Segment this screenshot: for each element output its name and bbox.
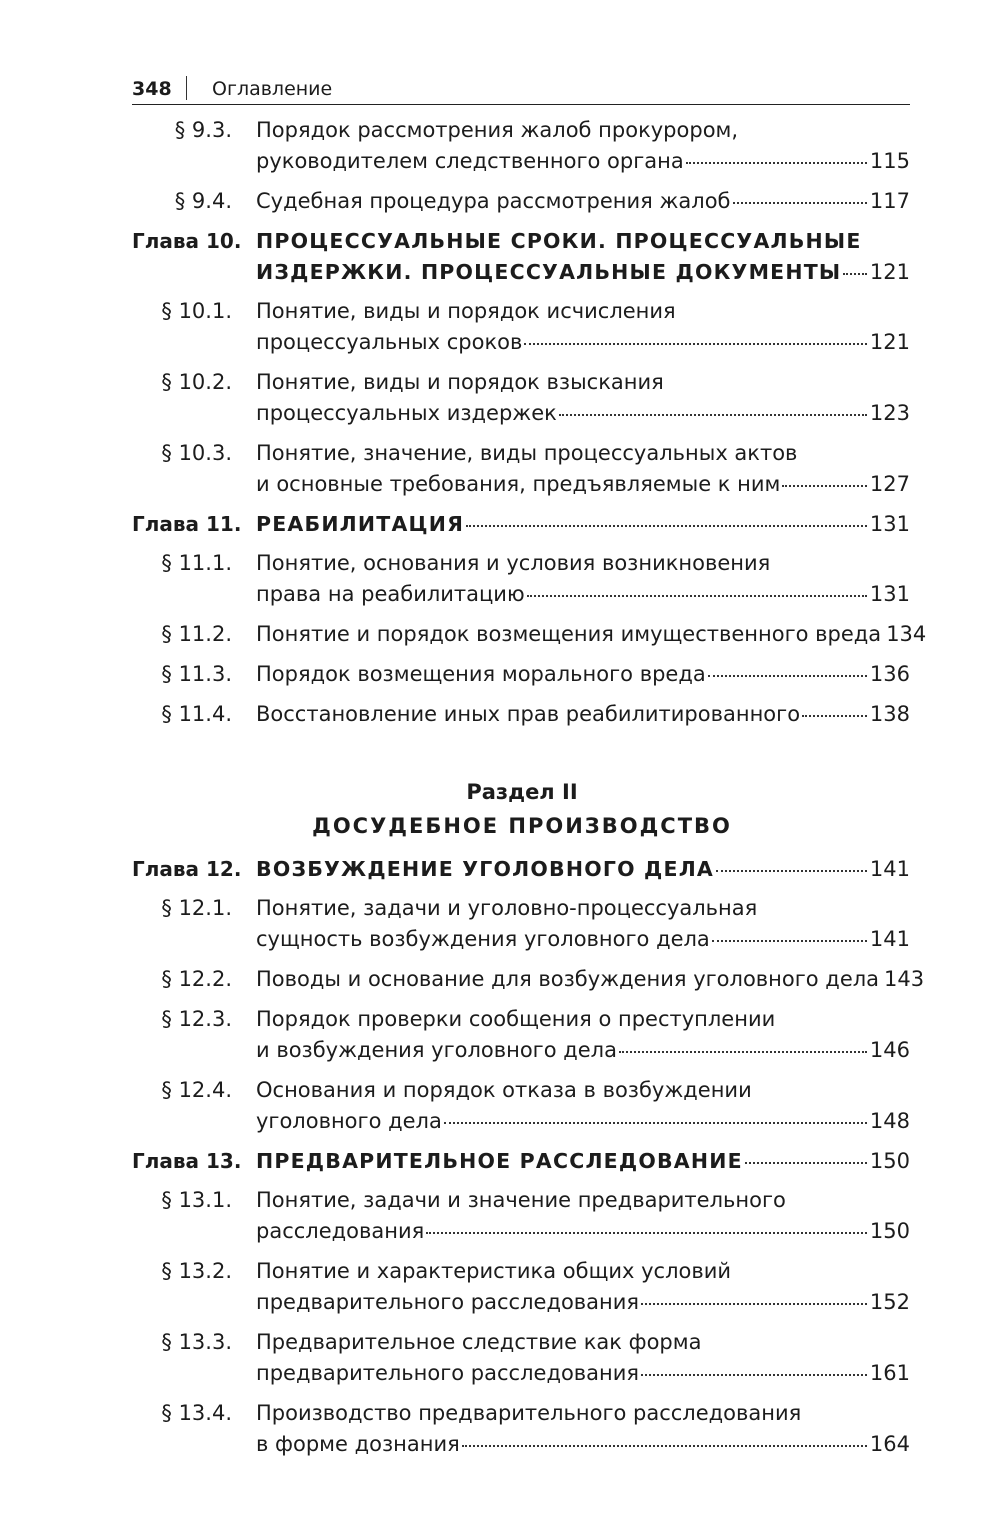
header-separator [186,76,187,100]
dot-leader [462,1444,867,1447]
entry-body [256,1185,910,1247]
entry-number: § 13.3. [161,1330,232,1354]
page-reference: 150 [869,1219,910,1243]
header-title: Оглавление [212,78,333,100]
toc-paragraph-entry[interactable] [132,186,910,217]
dot-leader [524,342,867,345]
page-reference: 150 [869,1149,910,1173]
entry-body [256,1398,910,1460]
entry-last-line [256,1146,910,1177]
entry-title-line: Понятие, значение, виды процессуальных актов [256,441,798,465]
entry-last-line [256,327,910,358]
entry-title-text: ПРЕДВАРИТЕЛЬНОЕ РАССЛЕДОВАНИЕ [256,1149,743,1173]
toc-paragraph-entry[interactable] [132,548,910,610]
entry-title-line: Предварительное следствие как форма [256,1330,702,1354]
entry-last-line [256,186,910,217]
entry-number: § 10.2. [161,370,232,394]
entry-title-line: Понятие, виды и порядок исчисления [256,299,676,323]
entry-number: § 13.4. [161,1401,232,1425]
entry-number: Глава 11. [132,512,242,536]
entry-title-line: Понятие и характеристика общих условий [256,1259,732,1283]
toc-paragraph-entry[interactable] [132,1398,910,1460]
section-label: Раздел II [466,780,578,804]
entry-number: § 13.1. [161,1188,232,1212]
entry-body [256,226,910,288]
entry-body [256,699,910,730]
entry-title-line: Порядок проверки сообщения о преступлении [256,1007,776,1031]
dot-leader [745,1161,867,1164]
entry-last-line [256,659,910,690]
entry-title-line: Понятие, виды и порядок взыскания [256,370,664,394]
entry-number: § 11.4. [161,702,232,726]
entry-title-text: Восстановление иных прав реабилитированного [256,702,801,726]
page-reference: 141 [869,857,910,881]
dot-leader [466,524,867,527]
dot-leader [843,272,867,275]
toc-paragraph-entry[interactable] [132,893,910,955]
toc-chapter-entry[interactable] [132,509,910,540]
entry-title-text: Понятие и порядок возмещения имущественного вреда [256,622,882,646]
toc-paragraph-entry[interactable] [132,1256,910,1318]
page-reference: 136 [869,662,910,686]
entry-number: Глава 10. [132,229,242,253]
entry-title-text: в форме дознания [256,1432,460,1456]
toc-paragraph-entry[interactable] [132,964,925,995]
dot-leader [708,674,867,677]
entry-body [256,438,910,500]
page-reference: 121 [869,330,910,354]
page-reference: 123 [869,401,910,425]
toc-paragraph-entry[interactable] [132,296,910,358]
dot-leader [782,484,867,487]
entry-body [256,1004,910,1066]
entry-title-text: уголовного дела [256,1109,442,1133]
toc-paragraph-entry[interactable] [132,1075,910,1137]
entry-body [256,548,910,610]
entry-body [256,1256,910,1318]
dot-leader [527,594,867,597]
entry-title-text: Порядок возмещения морального вреда [256,662,706,686]
toc-paragraph-entry[interactable] [132,659,910,690]
entry-title-text: Поводы и основание для возбуждения уголовного дела [256,967,880,991]
entry-body [256,115,910,177]
dot-leader [716,869,867,872]
entry-number: § 10.1. [161,299,232,323]
toc-paragraph-entry[interactable] [132,115,910,177]
entry-last-line [256,1287,910,1318]
entry-number: § 11.2. [161,622,232,646]
entry-number: § 9.3. [174,118,232,142]
page-reference: 164 [869,1432,910,1456]
section-title: ДОСУДЕБНОЕ ПРОИЗВОДСТВО [312,814,732,838]
page-reference: 143 [884,967,925,991]
entry-title-text: предварительного расследования [256,1290,640,1314]
entry-title-text: Судебная процедура рассмотрения жалоб [256,189,731,213]
toc-paragraph-entry[interactable] [132,438,910,500]
page-reference: 148 [869,1109,910,1133]
entry-title-line: Понятие, задачи и уголовно-процессуальная [256,896,758,920]
dot-leader [686,161,867,164]
dot-leader [426,1231,867,1234]
entry-body [256,186,910,217]
entry-title-text: процессуальных издержек [256,401,557,425]
dot-leader [619,1050,867,1053]
entry-body [256,964,925,995]
entry-number: Глава 12. [132,857,242,881]
entry-number: § 9.4. [174,189,232,213]
page-reference: 152 [869,1290,910,1314]
entry-number: § 11.1. [161,551,232,575]
entry-last-line [256,257,910,288]
entry-title-line: ПРОЦЕССУАЛЬНЫЕ СРОКИ. ПРОЦЕССУАЛЬНЫЕ [256,229,862,253]
entry-body [256,854,910,885]
dot-leader [444,1121,867,1124]
page-reference: 141 [869,927,910,951]
entry-last-line [256,699,910,730]
entry-body [256,1327,910,1389]
entry-title-line: Понятие, основания и условия возникновения [256,551,771,575]
page-reference: 115 [869,149,910,173]
dot-leader [712,939,867,942]
dot-leader [733,201,867,204]
entry-number: Глава 13. [132,1149,242,1173]
entry-last-line [256,469,910,500]
table-of-contents [132,115,927,1469]
entry-last-line [256,1358,910,1389]
entry-body [256,1146,910,1177]
entry-title-line: Порядок рассмотрения жалоб прокурором, [256,118,739,142]
entry-body [256,296,910,358]
entry-title-text: и основные требования, предъявляемые к ним [256,472,781,496]
entry-last-line [256,579,910,610]
entry-last-line [256,964,925,995]
entry-body [256,1075,910,1137]
entry-title-line: Понятие, задачи и значение предварительного [256,1188,786,1212]
entry-title-text: процессуальных сроков [256,330,523,354]
dot-leader [802,714,867,717]
entry-last-line [256,1429,910,1460]
entry-number: § 11.3. [161,662,232,686]
entry-last-line [256,1106,910,1137]
dot-leader [641,1302,867,1305]
dot-leader [641,1373,867,1376]
page-reference: 161 [869,1361,910,1385]
entry-last-line [256,619,927,650]
toc-paragraph-entry[interactable] [132,1185,910,1247]
page-header [132,70,910,105]
entry-number: § 12.4. [161,1078,232,1102]
entry-last-line [256,924,910,955]
entry-number: § 10.3. [161,441,232,465]
page-reference: 131 [869,512,910,536]
toc-paragraph-entry[interactable] [132,619,927,650]
entry-number: § 12.3. [161,1007,232,1031]
page-reference: 146 [869,1038,910,1062]
page-reference: 138 [869,702,910,726]
toc-chapter-entry[interactable] [132,1146,910,1177]
entry-body [256,893,910,955]
toc-list-part-2 [132,854,925,1460]
page-reference: 127 [869,472,910,496]
entry-number: § 12.1. [161,896,232,920]
entry-title-text: и возбуждения уголовного дела [256,1038,617,1062]
section-heading [262,776,782,844]
dot-leader [559,413,867,416]
entry-last-line [256,1216,910,1247]
entry-title-text: сущность возбуждения уголовного дела [256,927,710,951]
entry-last-line [256,146,910,177]
entry-title-text: предварительного расследования [256,1361,640,1385]
entry-title-text: расследования [256,1219,425,1243]
entry-last-line [256,854,910,885]
toc-paragraph-entry[interactable] [132,367,910,429]
toc-chapter-entry[interactable] [132,226,910,288]
entry-body [256,659,910,690]
page-number: 348 [132,78,172,100]
entry-title-text: ВОЗБУЖДЕНИЕ УГОЛОВНОГО ДЕЛА [256,857,714,881]
entry-body [256,619,927,650]
page-reference: 131 [869,582,910,606]
entry-last-line [256,398,910,429]
toc-list-part-1 [132,115,927,730]
page-reference: 121 [869,260,910,284]
entry-title-line: Основания и порядок отказа в возбуждении [256,1078,752,1102]
entry-number: § 13.2. [161,1259,232,1283]
entry-title-text: РЕАБИЛИТАЦИЯ [256,512,465,536]
entry-body [256,509,910,540]
page-reference: 117 [869,189,910,213]
entry-title-line: Производство предварительного расследования [256,1401,802,1425]
entry-number: § 12.2. [161,967,232,991]
toc-paragraph-entry[interactable] [132,1327,910,1389]
toc-paragraph-entry[interactable] [132,699,910,730]
entry-last-line [256,1035,910,1066]
toc-paragraph-entry[interactable] [132,1004,910,1066]
page-reference: 134 [886,622,927,646]
entry-title-text: руководителем следственного органа [256,149,684,173]
entry-body [256,367,910,429]
entry-title-text: ИЗДЕРЖКИ. ПРОЦЕССУАЛЬНЫЕ ДОКУМЕНТЫ [256,260,842,284]
entry-last-line [256,509,910,540]
entry-title-text: права на реабилитацию [256,582,525,606]
toc-chapter-entry[interactable] [132,854,910,885]
